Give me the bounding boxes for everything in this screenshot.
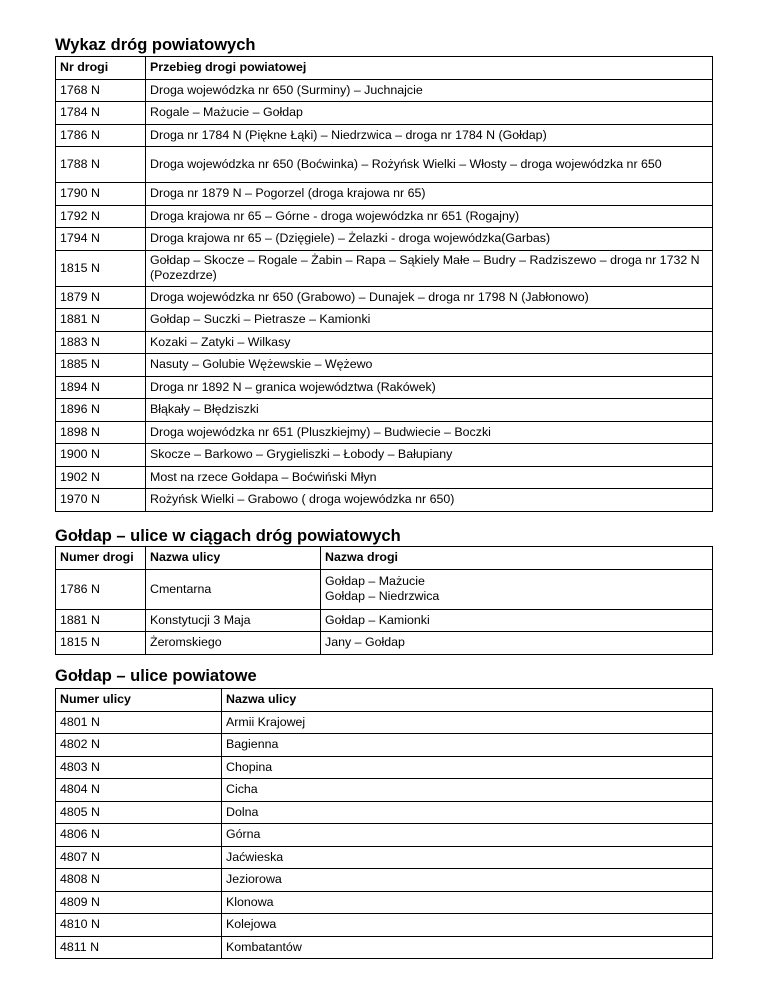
table-row (56, 489, 713, 512)
table-row (56, 632, 713, 655)
street-name-cell: Klonowa (222, 891, 713, 914)
street-name-cell: Armii Krajowej (222, 711, 713, 734)
header-przebieg: Przebieg drogi powiatowej (146, 57, 713, 80)
street-number-cell: 4809 N (56, 891, 222, 914)
street-number-cell: 4802 N (56, 734, 222, 757)
table-row (56, 354, 713, 377)
road-number-cell: 1896 N (56, 399, 146, 422)
road-route-cell: Skocze – Barkowo – Grygieliszki – Łobody – Bałupiany (146, 444, 713, 467)
road-number-cell: 1784 N (56, 102, 146, 125)
road-number-cell: 1794 N (56, 228, 146, 251)
road-number-cell: 1790 N (56, 183, 146, 206)
street-number-cell: 4810 N (56, 914, 222, 937)
road-number-cell: 1815 N (56, 250, 146, 286)
street-number-cell: 4807 N (56, 846, 222, 869)
road-route-cell: Droga nr 1879 N – Pogorzel (droga krajowa nr 65) (146, 183, 713, 206)
table-row (56, 228, 713, 251)
table-row (56, 79, 713, 102)
street-name-cell: Konstytucji 3 Maja (146, 609, 321, 632)
street-name-cell: Górna (222, 824, 713, 847)
section2-title: Gołdap – ulice w ciągach dróg powiatowych (55, 527, 401, 545)
table-row (56, 914, 713, 937)
section3-title: Gołdap – ulice powiatowe (55, 667, 257, 685)
road-route-cell: Droga wojewódzka nr 650 (Grabowo) – Dunajek – droga nr 1798 N (Jabłonowo) (146, 286, 713, 309)
table-row (56, 779, 713, 802)
road-route-cell: Droga krajowa nr 65 – (Dzięgiele) – Żelazki - droga wojewódzka(Garbas) (146, 228, 713, 251)
road-name-line: Gołdap – Kamionki (325, 612, 430, 627)
street-name-cell: Jeziorowa (222, 869, 713, 892)
table-row (56, 444, 713, 467)
road-name-cell (321, 569, 713, 609)
district-streets-table (55, 688, 713, 959)
table-row (56, 124, 713, 147)
road-number-cell: 1902 N (56, 466, 146, 489)
table-row (56, 331, 713, 354)
table-row (56, 569, 713, 609)
street-name-cell: Cicha (222, 779, 713, 802)
street-number-cell: 4808 N (56, 869, 222, 892)
road-name-line: Jany – Gołdap (325, 635, 405, 650)
table-row (56, 399, 713, 422)
road-number-cell: 1881 N (56, 309, 146, 332)
table-row (56, 183, 713, 206)
street-name-cell: Żeromskiego (146, 632, 321, 655)
road-route-cell: Rogale – Mażucie – Gołdap (146, 102, 713, 125)
road-number-cell: 1898 N (56, 421, 146, 444)
table-row (56, 376, 713, 399)
table-row (56, 102, 713, 125)
table-header-row (56, 689, 713, 712)
table-row (56, 250, 713, 286)
road-route-cell: Droga wojewódzka nr 651 (Pluszkiejmy) – Budwiecie – Boczki (146, 421, 713, 444)
street-name-cell: Cmentarna (146, 569, 321, 609)
road-route-cell: Droga nr 1892 N – granica województwa (Rakówek) (146, 376, 713, 399)
road-number-cell: 1786 N (56, 569, 146, 609)
street-name-cell: Kombatantów (222, 936, 713, 959)
street-number-cell: 4801 N (56, 711, 222, 734)
header-nr-drogi: Nr drogi (56, 57, 146, 80)
street-name-cell: Kolejowa (222, 914, 713, 937)
road-name-line: Gołdap – Niedrzwica (325, 589, 440, 603)
road-route-cell: Gołdap – Suczki – Pietrasze – Kamionki (146, 309, 713, 332)
table-row (56, 734, 713, 757)
table-row (56, 869, 713, 892)
road-route-cell: Kozaki – Zatyki – Wilkasy (146, 331, 713, 354)
table-header-row (56, 547, 713, 570)
road-route-cell: Gołdap – Skocze – Rogale – Żabin – Rapa – Sąkiely Małe – Budry – Radziszewo – droga nr 1732 N (Pozezdrze) (146, 250, 713, 286)
road-number-cell: 1792 N (56, 205, 146, 228)
road-route-cell: Błąkały – Błędziszki (146, 399, 713, 422)
road-number-cell: 1768 N (56, 79, 146, 102)
road-number-cell: 1894 N (56, 376, 146, 399)
table-row (56, 801, 713, 824)
road-number-cell: 1900 N (56, 444, 146, 467)
table-row (56, 824, 713, 847)
table-row (56, 205, 713, 228)
table-row (56, 711, 713, 734)
road-route-cell: Droga wojewódzka nr 650 (Boćwinka) – Rożyńsk Wielki – Włosty – droga wojewódzka nr 650 (146, 147, 713, 183)
table-row (56, 309, 713, 332)
street-number-cell: 4811 N (56, 936, 222, 959)
header-numer-drogi: Numer drogi (56, 547, 146, 570)
table-row (56, 286, 713, 309)
section1-title: Wykaz dróg powiatowych (55, 36, 256, 54)
street-number-cell: 4804 N (56, 779, 222, 802)
road-number-cell: 1881 N (56, 609, 146, 632)
table-row (56, 466, 713, 489)
header-nazwa-drogi: Nazwa drogi (321, 547, 713, 570)
table-row (56, 421, 713, 444)
road-number-cell: 1885 N (56, 354, 146, 377)
roads-table (55, 56, 713, 512)
table-row (56, 147, 713, 183)
header-nazwa-ulicy: Nazwa ulicy (222, 689, 713, 712)
table-row (56, 846, 713, 869)
road-route-cell: Droga nr 1784 N (Piękne Łąki) – Niedrzwica – droga nr 1784 N (Gołdap) (146, 124, 713, 147)
road-number-cell: 1815 N (56, 632, 146, 655)
streets-in-roads-table (55, 546, 713, 655)
table-row (56, 936, 713, 959)
road-name-cell (321, 609, 713, 632)
header-nazwa-ulicy: Nazwa ulicy (146, 547, 321, 570)
street-name-cell: Bagienna (222, 734, 713, 757)
street-name-cell: Jaćwieska (222, 846, 713, 869)
table-row (56, 609, 713, 632)
table-row (56, 756, 713, 779)
street-number-cell: 4803 N (56, 756, 222, 779)
street-number-cell: 4806 N (56, 824, 222, 847)
road-number-cell: 1788 N (56, 147, 146, 183)
road-number-cell: 1970 N (56, 489, 146, 512)
road-route-cell: Droga krajowa nr 65 – Górne - droga wojewódzka nr 651 (Rogajny) (146, 205, 713, 228)
road-number-cell: 1883 N (56, 331, 146, 354)
road-number-cell: 1786 N (56, 124, 146, 147)
road-name-line: Gołdap – Mażucie (325, 574, 425, 588)
road-route-cell: Most na rzece Gołdapa – Boćwiński Młyn (146, 466, 713, 489)
road-route-cell: Nasuty – Golubie Wężewskie – Wężewo (146, 354, 713, 377)
street-name-cell: Chopina (222, 756, 713, 779)
road-route-cell: Rożyńsk Wielki – Grabowo ( droga wojewódzka nr 650) (146, 489, 713, 512)
table-header-row (56, 57, 713, 80)
street-name-cell: Dolna (222, 801, 713, 824)
road-name-cell (321, 632, 713, 655)
header-numer-ulicy: Numer ulicy (56, 689, 222, 712)
road-number-cell: 1879 N (56, 286, 146, 309)
table-row (56, 891, 713, 914)
street-number-cell: 4805 N (56, 801, 222, 824)
road-route-cell: Droga wojewódzka nr 650 (Surminy) – Juchnajcie (146, 79, 713, 102)
